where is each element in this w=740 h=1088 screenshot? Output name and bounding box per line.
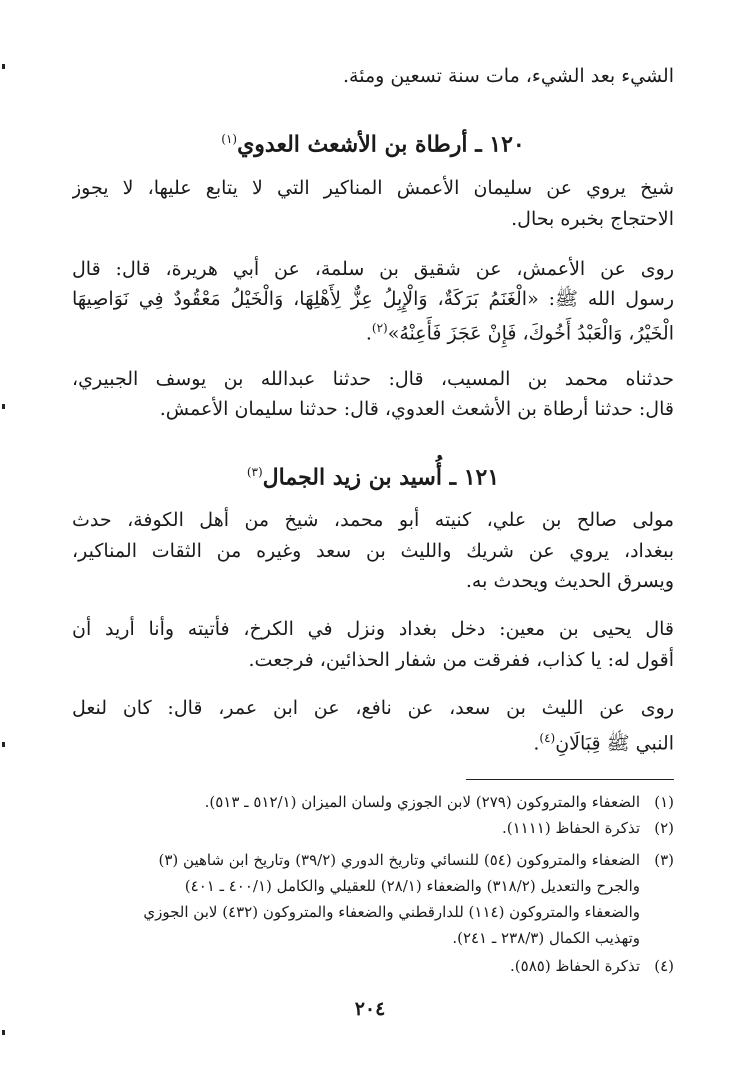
entry-heading-120 xyxy=(72,122,674,161)
footnote-ref: (٢) xyxy=(371,321,388,335)
footnote-3 xyxy=(72,848,674,873)
text-line: أقول له: يا كذاب، ففرقت من شفار الحذائين، فرجعت. xyxy=(248,649,674,671)
footnote-number: (١) xyxy=(654,793,674,811)
footnote-ref: (١) xyxy=(221,132,238,146)
page-number: ٢٠٤ xyxy=(354,998,386,1020)
text-line: ويسرق الحديث ويحدث به. xyxy=(465,570,674,592)
footnote-ref: (٤) xyxy=(539,731,556,745)
text-line: روى عن الأعمش، عن شقيق بن سلمة، عن أبي هريرة، قال: قال xyxy=(72,258,674,280)
text-line: الاحتجاج بخبره بحال. xyxy=(511,208,674,230)
text-segment: النبي ﷺ قِبَالَانِ xyxy=(555,732,674,755)
text-line: قال يحيى بن معين: دخل بغداد ونزل في الكرخ، فأتيته وأنا أريد أن xyxy=(72,618,674,640)
text-line: الشيء بعد الشيء، مات سنة تسعين ومئة. xyxy=(343,65,674,87)
heading-text: ١٢٠ ـ أرطاة بن الأشعث العدوي xyxy=(237,131,525,158)
punctuation: . xyxy=(533,732,540,755)
footnote-separator xyxy=(466,779,674,780)
text-line: قال: حدثنا أرطاة بن الأشعث العدوي، قال: حدثنا سليمان الأعمش. xyxy=(159,398,674,420)
footnote-number: (٢) xyxy=(654,819,674,837)
footnote-text: الضعفاء والمتروكون (٥٤) للنسائي وتاريخ الدوري (٣٩/٢) وتاريخ ابن شاهين (٣) xyxy=(158,851,640,869)
hadith-text: الْخَيْرُ، وَالْعَبْدُ أَخُوكَ، فَإِنْ عَجَزَ فَأَعِنْهُ» xyxy=(387,322,674,345)
text-line xyxy=(72,723,674,758)
footnote-text: الضعفاء والمتروكون (٢٧٩) لابن الجوزي ولسان الميزان (٥١٢/١ ـ ٥١٣). xyxy=(204,793,640,811)
footnote-1 xyxy=(72,790,674,815)
margin-mark xyxy=(2,742,5,747)
text-line: شيخ يروي عن سليمان الأعمش المناكير التي لا يتابع عليها، لا يجوز xyxy=(72,177,674,199)
footnote-text: تذكرة الحفاظ (١١١١). xyxy=(501,819,640,837)
margin-mark xyxy=(2,404,5,409)
hadith-line: رسول الله ﷺ: «الْغَنَمُ بَرَكَةٌ، وَالْإِبِلُ عِزٌّ لِأَهْلِهَا، وَالْخَيْلُ مَعْقُودٌ فِي نَوَاصِيهَا xyxy=(72,288,674,310)
footnote-3-continued: وتهذيب الكمال (٢٣٨/٣ ـ ٢٤١). xyxy=(452,929,640,947)
heading-text: ١٢١ ـ أُسيد بن زيد الجمال xyxy=(262,464,500,491)
text-line: ببغداد، يروي عن شريك والليث بن سعد وغيره من الثقات المناكير، xyxy=(72,540,674,562)
text-line: حدثناه محمد بن المسيب، قال: حدثنا عبدالله بن يوسف الجبيري، xyxy=(72,368,674,390)
footnote-4 xyxy=(72,954,674,979)
punctuation: . xyxy=(365,322,372,345)
footnote-3-continued: والجرح والتعديل (٣١٨/٢) والضعفاء (٢٨/١) للعقيلي والكامل (٤٠٠/١ ـ ٤٠١) xyxy=(184,877,640,895)
footnote-ref: (٣) xyxy=(246,465,263,479)
text-line: روى عن الليث بن سعد، عن نافع، عن ابن عمر، قال: كان لنعل xyxy=(72,697,674,719)
footnote-number: (٤) xyxy=(654,957,674,975)
margin-mark xyxy=(2,64,5,69)
footnote-2 xyxy=(72,816,674,841)
footnote-text: تذكرة الحفاظ (٥٨٥). xyxy=(510,957,640,975)
margin-mark xyxy=(2,1030,5,1035)
hadith-line xyxy=(72,313,674,348)
text-line: مولى صالح بن علي، كنيته أبو محمد، شيخ من أهل الكوفة، حدث xyxy=(72,509,674,531)
footnote-3-continued: والضعفاء والمتروكون (١١٤) للدارقطني والضعفاء والمتروكون (٤٣٢) لابن الجوزي xyxy=(143,903,640,921)
footnote-number: (٣) xyxy=(654,851,674,869)
entry-heading-121 xyxy=(72,455,674,494)
